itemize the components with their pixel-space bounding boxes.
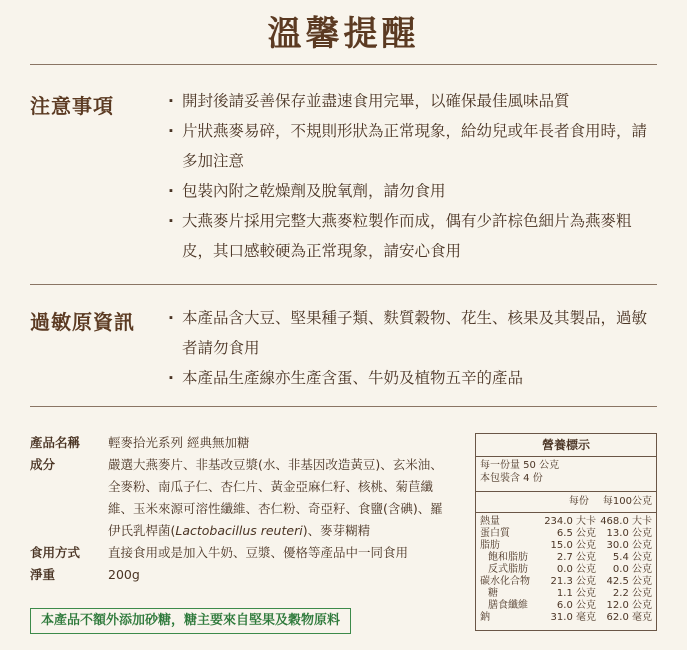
- per-serving-value: 6.0 公克: [556, 600, 596, 611]
- nutrition-row: [480, 528, 652, 540]
- nutrient-name: 膳食纖維: [488, 600, 528, 611]
- nutrient-name: 鈉: [480, 612, 490, 623]
- per-100g-value: 62.0 毫克: [606, 612, 652, 623]
- col-per-serving: 每份: [568, 496, 589, 507]
- allergen-item: · 本產品生產線亦生產含蛋、牛奶及植物五辛的產品: [166, 363, 661, 393]
- allergen-list: [166, 303, 661, 393]
- page-title: 溫馨提醒: [267, 14, 420, 54]
- nutrition-row: [480, 612, 652, 624]
- notes-item: · 片狀燕麥易碎，不規則形狀為正常現象，給幼兒或年長者食用時，請多加注意: [166, 116, 661, 176]
- allergen-heading: 過敏原資訊: [30, 310, 135, 334]
- per-100g-value: 5.4 公克: [612, 552, 652, 563]
- usage-label: 食用方式: [30, 545, 81, 560]
- notes-list: [166, 86, 661, 266]
- ingredients: 嚴選大燕麥片、非基改豆漿(水、非基因改造黃豆)、玄米油、全麥粉、南瓜子仁、杏仁片、黃金亞麻仁籽、核桃、菊苣纖維、玉米來源可溶性纖維、杏仁粉、奇亞籽、食鹽(含碘)、羅伊氏乳桿菌(Lactobacillus reuteri)、麥芽糊精: [108, 457, 443, 538]
- nutrition-row: [480, 564, 652, 576]
- nutrition-table: [475, 433, 657, 631]
- net-weight: 200g: [108, 567, 140, 582]
- per-100g-value: 30.0 公克: [606, 540, 652, 551]
- nutrient-name: 熱量: [480, 516, 500, 527]
- per-serving-value: 6.5 公克: [556, 528, 596, 539]
- nutrient-name: 反式脂肪: [488, 564, 528, 575]
- per-serving-value: 2.7 公克: [556, 552, 596, 563]
- product-info: [30, 432, 450, 586]
- serving-size: 每一份量 50 公克: [480, 460, 560, 471]
- per-100g-value: 0.0 公克: [612, 564, 652, 575]
- nutrition-row: [480, 540, 652, 552]
- per-serving-value: 31.0 毫克: [550, 612, 596, 623]
- per-100g-value: 2.2 公克: [612, 588, 652, 599]
- divider: [30, 284, 657, 285]
- per-serving-value: 21.3 公克: [550, 576, 596, 587]
- nutrient-name: 糖: [488, 588, 498, 599]
- allergen-item: · 本產品含大豆、堅果種子類、麩質穀物、花生、核果及其製品，過敏者請勿食用: [166, 303, 661, 363]
- product-name-label: 產品名稱: [30, 435, 81, 450]
- nutrient-name: 蛋白質: [480, 528, 510, 539]
- per-serving-value: 0.0 公克: [556, 564, 596, 575]
- per-100g-value: 468.0 大卡: [600, 516, 652, 527]
- nutrient-name: 碳水化合物: [480, 576, 530, 587]
- nutrition-rows: [476, 513, 656, 627]
- nutrition-title: 營養標示: [476, 434, 656, 457]
- nutrient-name: 脂肪: [480, 540, 500, 551]
- nutrient-name: 飽和脂肪: [488, 552, 528, 563]
- per-serving-value: 234.0 大卡: [544, 516, 596, 527]
- per-100g-value: 13.0 公克: [606, 528, 652, 539]
- no-added-sugar-notice: 本產品不額外添加砂糖，糖主要來自堅果及穀物原料: [30, 608, 351, 634]
- notes-item: · 開封後請妥善保存並盡速食用完畢，以確保最佳風味品質: [166, 86, 661, 116]
- per-100g-value: 12.0 公克: [606, 600, 652, 611]
- per-serving-value: 15.0 公克: [550, 540, 596, 551]
- nutrition-row: [480, 516, 652, 528]
- divider: [30, 64, 657, 65]
- ingredients-label: 成分: [30, 457, 56, 472]
- nutrition-row: [480, 552, 652, 564]
- usage: 直接食用或是加入牛奶、豆漿、優格等產品中一同食用: [108, 545, 409, 560]
- notes-item: · 大燕麥片採用完整大燕麥粒製作而成，偶有少許棕色細片為燕麥粗皮，其口感較硬為正常現象，請安心食用: [166, 206, 661, 266]
- per-100g-value: 42.5 公克: [606, 576, 652, 587]
- notes-heading: 注意事項: [30, 94, 114, 118]
- servings-per-package: 本包裝含 4 份: [480, 473, 543, 484]
- weight-label: 淨重: [30, 567, 56, 582]
- per-serving-value: 1.1 公克: [556, 588, 596, 599]
- nutrition-row: [480, 600, 652, 612]
- product-name: 輕麥拾光系列 經典無加糖: [108, 435, 250, 450]
- nutrition-row: [480, 588, 652, 600]
- notes-item: · 包裝內附之乾燥劑及脫氧劑，請勿食用: [166, 176, 661, 206]
- nutrition-row: [480, 576, 652, 588]
- divider: [30, 406, 657, 407]
- col-per-100g: 每100公克: [602, 496, 652, 507]
